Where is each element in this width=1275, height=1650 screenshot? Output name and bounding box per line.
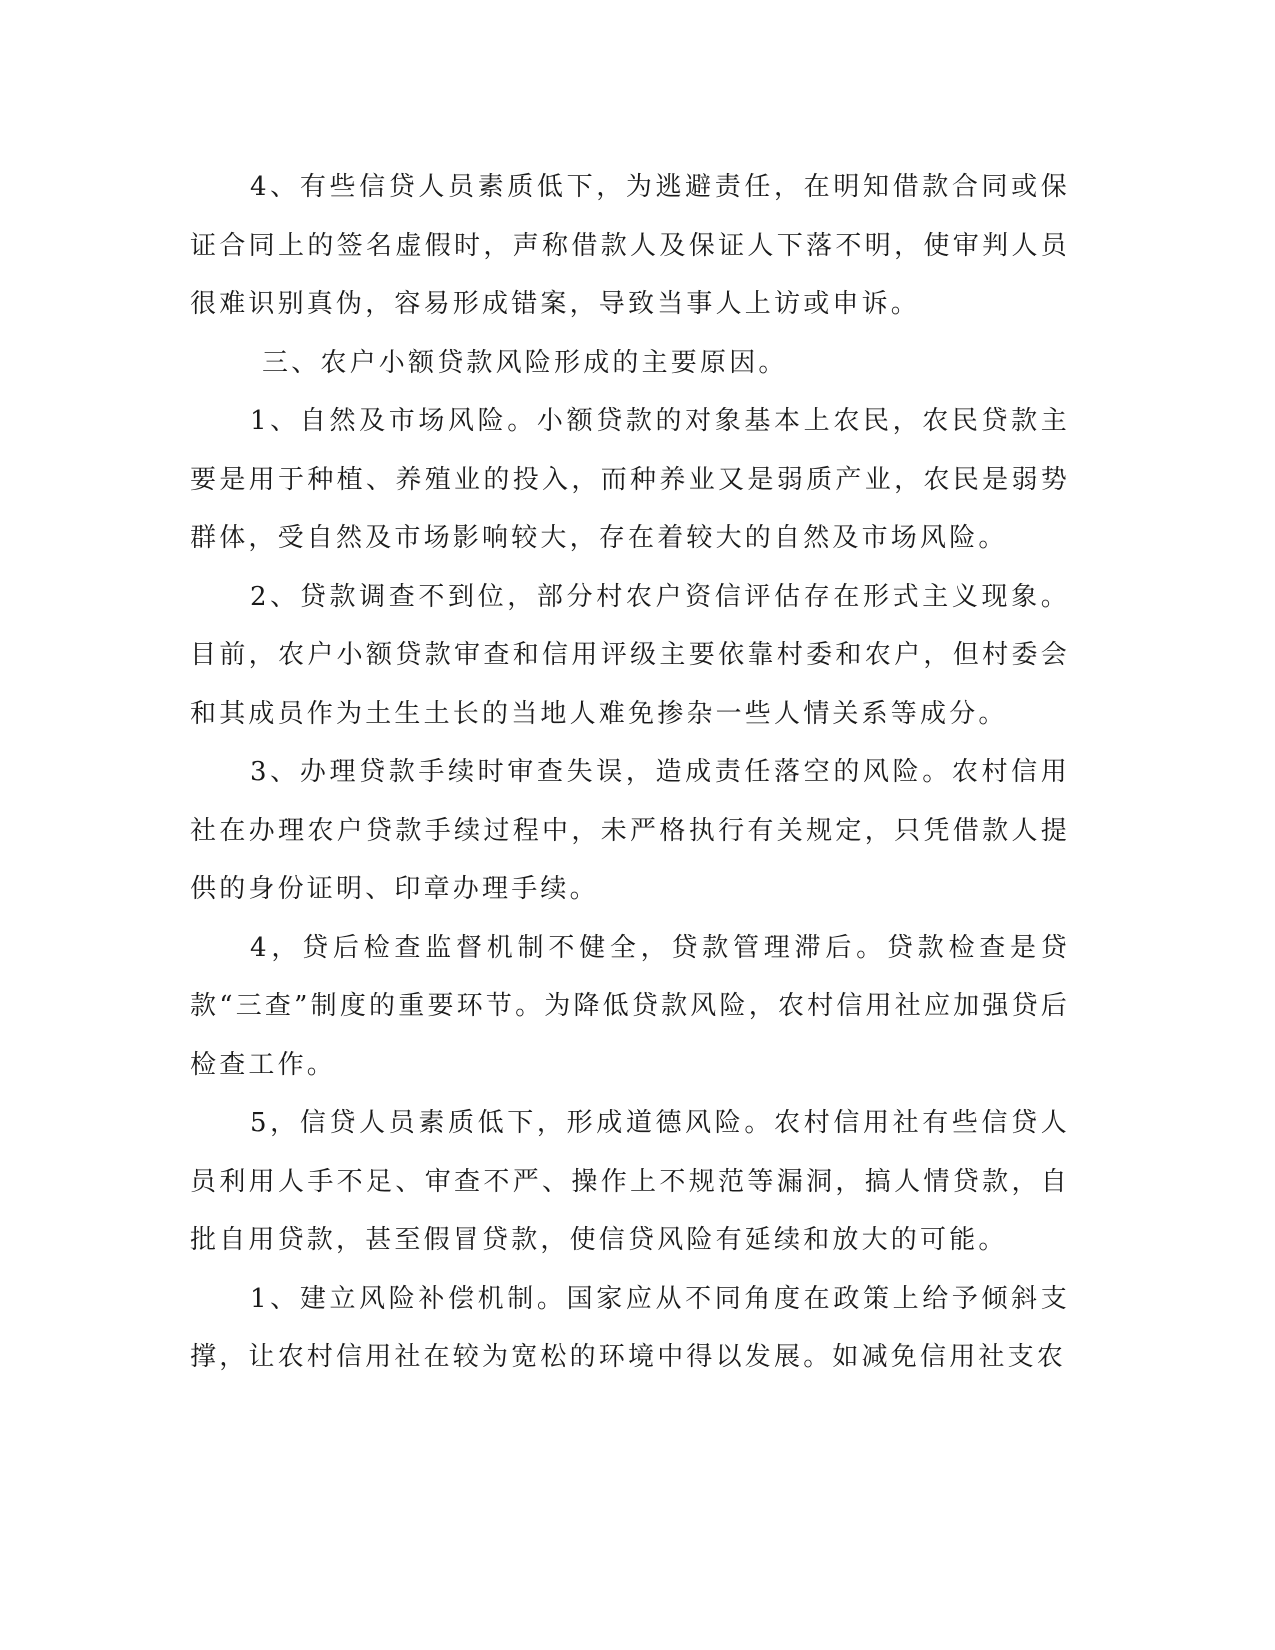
paragraph-risk-compensation: 1、建立风险补偿机制。国家应从不同角度在政策上给予倾斜支撑，让农村信用社在较为宽松的环境中得以发展。如减免信用社支农 [190, 1283, 1070, 1372]
paragraph-staff-quality-litigation: 4、有些信贷人员素质低下，为逃避责任，在明知借款合同或保证合同上的签名虚假时，声称借款人及保证人下落不明，使审判人员很难识别真伪，容易形成错案，导致当事人上访或申诉。 [190, 172, 1070, 319]
section-heading-main-causes: 三、农户小额贷款风险形成的主要原因。 [262, 347, 788, 378]
paragraph-post-loan-supervision: 4，贷后检查监督机制不健全，贷款管理滞后。贷款检查是贷款“三查”制度的重要环节。为降低贷款风险，农村信用社应加强贷后检查工作。 [190, 932, 1070, 1080]
document-body [190, 158, 1070, 1387]
paragraph-loan-survey: 2、贷款调查不到位，部分村农户资信评估存在形式主义现象。目前，农户小额贷款审查和信用评级主要依靠村委和农户，但村委会和其成员作为土生土长的当地人难免掺杂一些人情关系等成分。 [190, 581, 1070, 729]
paragraph-natural-market-risk: 1、自然及市场风险。小额贷款的对象基本上农民，农民贷款主要是用于种植、养殖业的投入，而种养业又是弱质产业，农民是弱势群体，受自然及市场影响较大，存在着较大的自然及市场风险。 [190, 406, 1070, 553]
paragraph-procedure-review: 3、办理贷款手续时审查失误，造成责任落空的风险。农村信用社在办理农户贷款手续过程中，未严格执行有关规定，只凭借款人提供的身份证明、印章办理手续。 [190, 757, 1070, 904]
paragraph-moral-risk: 5，信贷人员素质低下，形成道德风险。农村信用社有些信贷人员利用人手不足、审查不严、操作上不规范等漏洞，搞人情贷款，自批自用贷款，甚至假冒贷款，使信贷风险有延续和放大的可能。 [190, 1108, 1070, 1255]
